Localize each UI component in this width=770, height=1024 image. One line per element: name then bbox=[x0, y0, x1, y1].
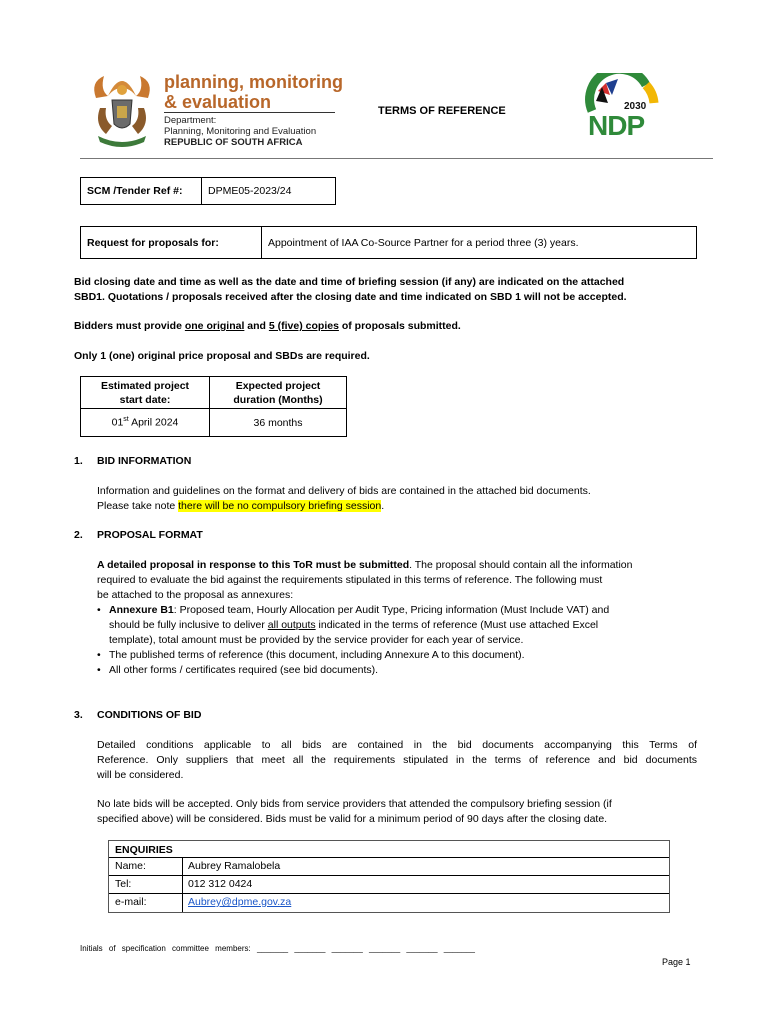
start-day: 01 bbox=[111, 416, 124, 429]
bidders-original: one original bbox=[184, 320, 245, 332]
section2-title: PROPOSAL FORMAT bbox=[97, 529, 203, 541]
bidders-pre: Bidders must provide bbox=[74, 320, 185, 332]
section3-title: CONDITIONS OF BID bbox=[97, 709, 202, 721]
tender-ref-value: DPME05-2023/24 bbox=[202, 178, 336, 205]
section3-p1 bbox=[97, 738, 697, 783]
start-date-header bbox=[81, 377, 210, 409]
republic-label: REPUBLIC OF SOUTH AFRICA bbox=[164, 137, 303, 148]
annexure-b1-line3: template), total amount must be provided by the service provider for each year of service. bbox=[109, 634, 524, 646]
logo-divider bbox=[164, 112, 335, 113]
bullet-icon: • bbox=[97, 604, 101, 616]
annexure-b1-line2 bbox=[109, 618, 598, 633]
logo-title-line1: planning, monitoring bbox=[164, 72, 343, 92]
section2-para-line3: be attached to the proposal as annexures: bbox=[97, 589, 294, 601]
start-date-header-line2: start date: bbox=[119, 393, 171, 406]
tender-ref-table bbox=[80, 177, 336, 205]
section1-line2-pre: Please take note bbox=[97, 500, 179, 512]
tender-ref-label: SCM /Tender Ref #: bbox=[81, 178, 202, 205]
ndp-year: 2030 bbox=[624, 101, 647, 112]
dept-name: Planning, Monitoring and Evaluation bbox=[164, 126, 317, 137]
bullet-published-tor bbox=[97, 648, 525, 663]
duration-header bbox=[210, 377, 347, 409]
no-briefing-highlight: there will be no compulsory briefing session bbox=[178, 500, 382, 512]
published-tor-text: The published terms of reference (this document, including Annexure A to this document). bbox=[109, 649, 525, 661]
start-date-header-line1: Estimated project bbox=[100, 379, 190, 392]
bullet-annexure-b1 bbox=[97, 603, 687, 618]
section1-line2 bbox=[97, 499, 384, 514]
bullet-icon: • bbox=[97, 649, 101, 661]
page-title: TERMS OF REFERENCE bbox=[378, 105, 506, 117]
other-forms-text: All other forms / certificates required (see bid documents). bbox=[109, 664, 379, 676]
coat-of-arms-icon bbox=[86, 68, 158, 150]
email-label: e-mail: bbox=[115, 896, 147, 908]
name-label: Name: bbox=[115, 860, 146, 872]
enquiries-box bbox=[108, 840, 670, 913]
section2-para-line1 bbox=[97, 558, 633, 573]
section3-p1-line1: Detailed conditions applicable to all bids are contained in the bid documents accompanying this Terms of bbox=[97, 739, 697, 751]
name-value: Aubrey Ramalobela bbox=[188, 860, 281, 872]
initials-line: Initials of specification committee members: _______ _______ _______ _______ _______ _______ bbox=[80, 944, 475, 953]
start-month-year: April 2024 bbox=[128, 416, 179, 429]
only-one-line: Only 1 (one) original price proposal and SBDs are required. bbox=[74, 350, 370, 362]
section3-number: 3. bbox=[74, 709, 83, 721]
duration-header-line1: Expected project bbox=[235, 379, 321, 392]
email-link[interactable]: Aubrey@dpme.gov.za bbox=[188, 896, 292, 908]
bidders-copies: 5 (five) copies bbox=[268, 320, 339, 332]
section2-number: 2. bbox=[74, 529, 83, 541]
enquiries-title: ENQUIRIES bbox=[115, 844, 173, 856]
section3-p1-line2: Reference. Only suppliers that meet all the requirements stipulated in the terms of reference and bid documents bbox=[97, 754, 697, 766]
annexure-b1-rest: : Proposed team, Hourly Allocation per Audit Type, Pricing information (Must Include VAT) and bbox=[173, 604, 610, 616]
section2-para-rest: . The proposal should contain all the information bbox=[409, 559, 633, 571]
section1-line1: Information and guidelines on the format and delivery of bids are contained in the attached bid documents. bbox=[97, 485, 591, 497]
ndp-text: NDP bbox=[588, 110, 645, 141]
request-table bbox=[80, 226, 697, 259]
bidders-post: of proposals submitted. bbox=[338, 320, 461, 332]
annexure-b1-line2-post: indicated in the terms of reference (Must use attached Excel bbox=[315, 619, 599, 631]
section3-p2-line2: specified above) will be considered. Bids must be valid for a minimum period of 90 days after the closing date. bbox=[97, 813, 608, 825]
duration-header-line2: duration (Months) bbox=[233, 393, 323, 406]
bidders-and: and bbox=[244, 320, 269, 332]
ndp-logo bbox=[584, 73, 662, 143]
section1-line2-post: . bbox=[381, 500, 385, 512]
header-rule bbox=[80, 158, 713, 159]
dept-label: Department: bbox=[164, 115, 217, 126]
bidders-line bbox=[74, 319, 461, 334]
all-outputs: all outputs bbox=[267, 619, 316, 631]
section3-p2-line1: No late bids will be accepted. Only bids from service providers that attended the compulsory briefing session (if bbox=[97, 798, 612, 810]
section2-para-line2: required to evaluate the bid against the requirements stipulated in this terms of reference. The following must bbox=[97, 574, 603, 586]
request-value: Appointment of IAA Co-Source Partner for a period three (3) years. bbox=[262, 227, 697, 259]
annexure-b1-line2-pre: should be fully inclusive to deliver bbox=[109, 619, 268, 631]
section2-para-bold: A detailed proposal in response to this ToR must be submitted bbox=[97, 559, 410, 571]
coat-of-arms-emblem bbox=[86, 68, 158, 150]
request-label: Request for proposals for: bbox=[81, 227, 262, 259]
start-day-suffix: st bbox=[123, 416, 129, 424]
closing-line-1: Bid closing date and time as well as the date and time of briefing session (if any) are indicated on the attached bbox=[74, 276, 625, 288]
section1-title: BID INFORMATION bbox=[97, 455, 192, 467]
bullet-other-forms bbox=[97, 663, 378, 678]
bullet-icon: • bbox=[97, 664, 101, 676]
section1-number: 1. bbox=[74, 455, 83, 467]
tel-value: 012 312 0424 bbox=[188, 878, 253, 890]
page-number: Page 1 bbox=[662, 957, 691, 967]
section3-p1-line3: will be considered. bbox=[97, 769, 184, 781]
start-date-value bbox=[81, 409, 210, 437]
duration-value: 36 months bbox=[210, 409, 347, 437]
logo-title-line2: & evaluation bbox=[164, 92, 272, 112]
schedule-table bbox=[80, 376, 347, 437]
annexure-b1-label: Annexure B1 bbox=[109, 604, 174, 616]
closing-line-2: SBD1. Quotations / proposals received after the closing date and time indicated on SBD 1 will not be accepted. bbox=[74, 291, 627, 303]
tel-label: Tel: bbox=[115, 878, 132, 890]
